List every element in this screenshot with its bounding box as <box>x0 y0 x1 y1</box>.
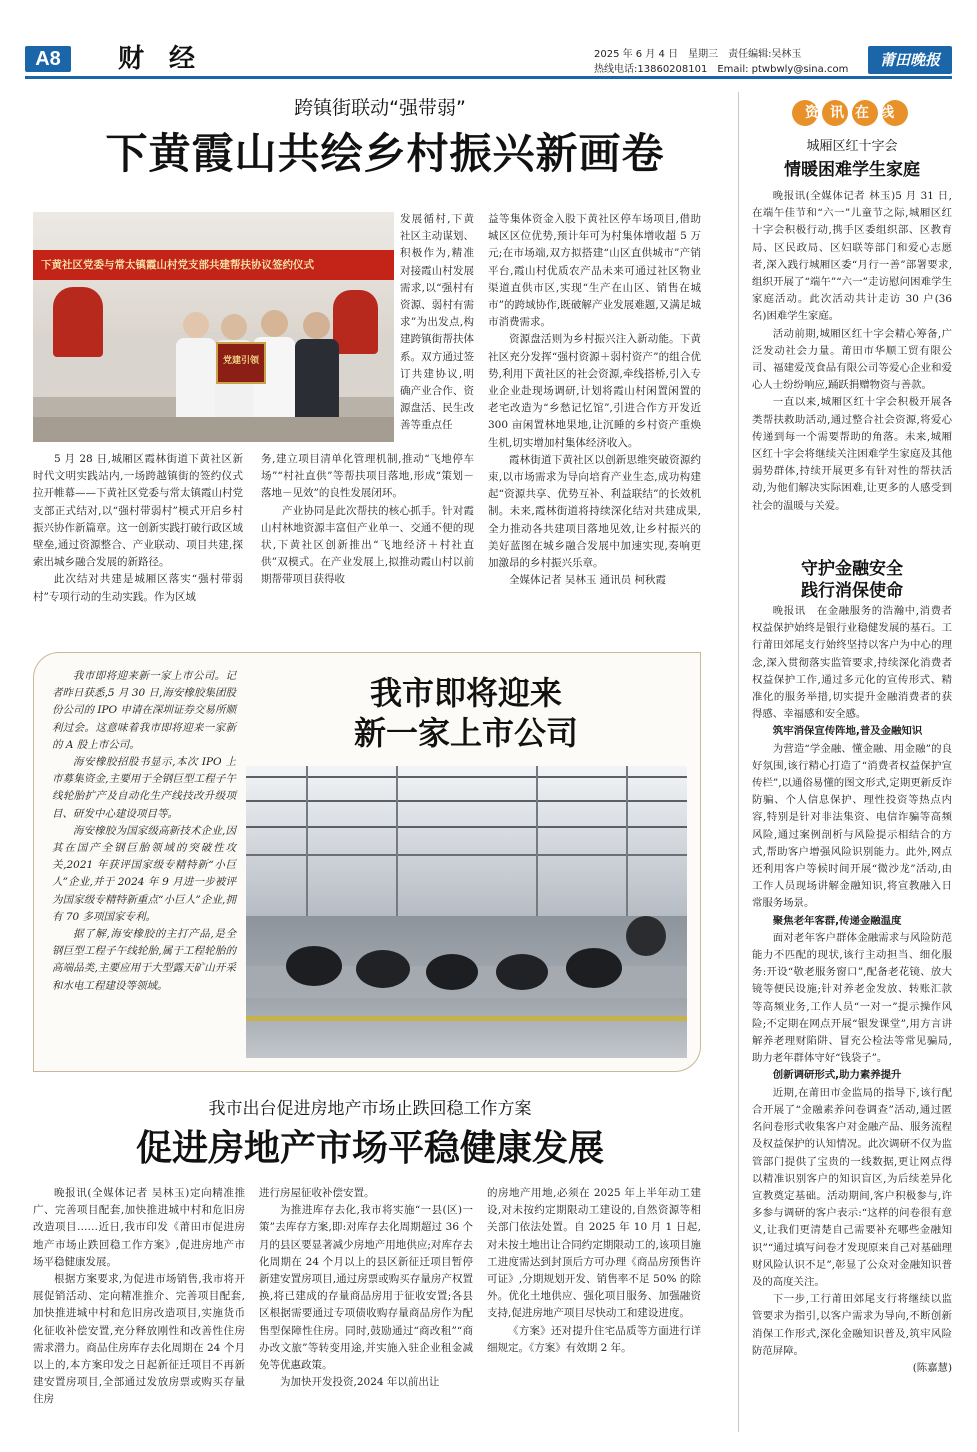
sidebar-item2-title-line1: 守护金融安全 <box>801 559 903 579</box>
sidebar-item2-byline: (陈嘉慧) <box>912 1361 952 1374</box>
ipo-headline-line2: 新一家上市公司 <box>353 714 578 752</box>
sidebar-item1-p2: 活动前期,城厢区红十字会精心筹备,广泛发动社会力量。莆田市华顺工贸有限公司、福建爱茂食品有限公司等爱心企业和爱心人士纷纷响应,踊跃捐赠物资与善款。 <box>752 327 952 392</box>
ipo-p2: 海安橡胶招股书显示,本次 IPO 上市募集资金,主要用于全钢巨型工程子午线轮胎扩产及自动化生产线技改升级项目、研发中心建设项目等。 <box>52 756 236 820</box>
lead-photo <box>33 212 394 442</box>
sidebar-item2-p3: 面对老年客户群体金融需求与风险防范能力不匹配的现状,该行主动担当、细化服务:开设“敬老服务窗口”,配备老花镜、放大镜等便民设施;针对养老金发放、转账汇款等高频业务,工作人员“一对一”提示操作风险;不定期在网点开展“银发课堂”,用方言讲解养老理财陷阱、冒充公检法等常见骗局,助力老年群体守好“钱袋子”。 <box>752 931 952 1065</box>
housing-col3-p1: 的房地产用地,必须在 2025 年上半年动工建设,对未按约定期限动工建设的,自然资源等相关部门依法处置。自 2025 年 10 月 1 日起,对未按土地出让合同约定期限动工的,该项目施工进度需达到封顶后方可办理《商品房预售许可证》,分期规划开发、销售率不足 50% 的除外。优化土地供应、强化项目服务、加强融资支持,促进房地产项目尽快动工和建设进度。 <box>487 1187 701 1320</box>
lead-col1-upper-p1: 发展循村,下黄社区主动谋划、积极作为,精准对接霞山村发展需求,以“强村有资源、弱村有需求”为出发点,构建跨镇街帮扶体系。双方通过签订共建协议,明确产业合作、资源盘活、民生改善等重点任 <box>400 213 474 432</box>
lead-kicker: 跨镇街联动“强带弱” <box>294 97 466 119</box>
sidebar-item2-title-line2: 践行消保使命 <box>801 581 903 601</box>
lead-col1-p2: 此次结对共建是城厢区落实“强村带弱村”专项行动的生动实践。作为区域 <box>33 573 243 603</box>
lead-col1-upper <box>400 211 474 435</box>
photo-plaque-text: 党建引领 <box>222 356 259 366</box>
sidebar-label-text: 资讯在线 <box>805 105 905 121</box>
sidebar-item2-body <box>752 603 952 1377</box>
factory-photo <box>246 766 687 1058</box>
section-title: 财 经 <box>118 44 204 74</box>
ipo-p3: 海安橡胶为国家级高新技术企业,因其在国产全钢巨胎领域的突破性攻关,2021 年获评国家级专精特新“小巨人”企业,并于 2024 年 9 月进一步被评为国家级专精特新重点“小巨人”企业,拥有 70 多项国家专利。 <box>52 824 236 923</box>
housing-col3-p2: 《方案》还对提升住宅品质等方面进行详细规定。《方案》有效期 2 年。 <box>487 1324 701 1354</box>
header-date-line: 2025 年 6 月 4 日 星期三 责任编辑:吴林玉 <box>594 49 802 60</box>
lead-col3 <box>488 211 701 589</box>
housing-col2 <box>259 1185 473 1391</box>
housing-col2-p2: 为推进库存去化,我市将实施“一县(区)一策”去库存方案,即:对库存去化周期超过 36 个月的县区要显著减少房地产用地供应;对库存去化周期在 24 个月以上的县区新征迁项目暂停新建安置房项目,通过房票或购买存量房产权置换,将已建成的存量商品房用于征收安置;各县区根据需要通过专项债收购存量商品房作为配售型保障性住房。同时,鼓励通过“商改租”“商办改文旅”等转变用途,并实施入驻企业租金减免等优惠政策。 <box>259 1204 473 1372</box>
lead-col2-p1: 务,建立项目清单化管理机制,推动“飞地停车场”“村社直供”等帮扶项目落地,形成“策划－落地－见效”的良性发展闭环。 <box>261 453 474 500</box>
sidebar-item2-p4: 近期,在莆田市金监局的指导下,该行配合开展了“金融素养问卷调查”活动,通过匿名问卷形式收集客户对金融产品、服务流程及权益保护的认知情况。此次调研不仅为监管部门提供了宝贵的一线数据,更让网点得以精准识别客户的知识盲区,为后续差异化宣教奠定基础。活动期间,客户积极参与,许多参与调研的客户表示:“这样的问卷很有意义,让我们更清楚自己需要补充哪些金融知识”“通过填写问卷才发现原来自己对基础理财风险认识不足”,彰显了公众对金融知识普及的高度关注。 <box>752 1086 952 1288</box>
lead-col1-lower <box>33 451 243 606</box>
sidebar-item1-title: 情暖困难学生家庭 <box>784 160 920 180</box>
sidebar-item2-p2: 为营造“学金融、懂金融、用金融”的良好氛围,该行精心打造了“消费者权益保护宣传栏”,以通俗易懂的图文形式,定期更新反诈防骗、个人信息保护、理性投资等热点内容,特别是针对非法集资、电信诈骗等高频风险,通过案例剖析与风险提示相结合的方式,帮助客户增强风险识别能力。此外,网点还利用客户等候时间开展“微沙龙”活动,由工作人员现场讲解金融知识,将宣教融入日常服务场景。 <box>752 742 952 910</box>
sidebar-item1-p1: 晚报讯(全媒体记者 林玉)5 月 31 日,在端午佳节和“六一”儿童节之际,城厢区红十字会积极行动,携手区委组织部、区教育局、区民政局、区妇联等部门和爱心志愿者,深入践行城厢区委“月行一善”部署要求,组织开展了“端午”“六一”走访慰问困难学生家庭活动。此次活动共计走访 30 户(36 名)困难学生家庭。 <box>752 190 952 323</box>
sidebar-item2-sub1: 筑牢消保宣传阵地,普及金融知识 <box>772 725 923 738</box>
sidebar-item2-p1: 晚报讯 在金融服务的浩瀚中,消费者权益保护始终是银行业稳健发展的基石。工行莆田郊尾支行始终坚持以客户为中心的理念,深入贯彻落实监管要求,持续深化消费者权益保护工作,通过多元化的宣传形式、精准化的服务举措,切实提升金融消费者的获得感、幸福感和安全感。 <box>752 605 952 721</box>
sidebar-item1-body <box>752 188 952 515</box>
housing-col1 <box>33 1185 245 1409</box>
housing-col2-p3: 为加快开发投资,2024 年以前出让 <box>280 1376 440 1389</box>
sidebar-item2-p5: 下一步,工行莆田郊尾支行将继续以监管要求为指引,以客户需求为导向,不断创新消保工作形式,深化金融知识普及,筑牢风险防范屏障。 <box>752 1293 952 1357</box>
header-rule <box>25 76 952 79</box>
lead-col3-p3: 霞林街道下黄社区以创新思维突破资源约束,以市场需求为导向培育产业生态,成功构建起“资源共享、优势互补、利益联结”的长效机制。未来,霞林街道将持续深化结对共建成果,全力推动各共建项目落地见效,让乡村振兴的美好蓝图在城乡融合发展中加速实现,奏响更加激昂的乡村振兴乐章。 <box>488 453 701 570</box>
header-phone-line: 热线电话:13860208101 Email: ptwbwly@sina.com <box>594 64 849 75</box>
photo-banner-text: 下黄社区党委与常太镇霞山村党支部共建帮扶协议签约仪式 <box>41 259 314 271</box>
housing-col2-p1: 进行房屋征收补偿安置。 <box>259 1187 375 1199</box>
ipo-headline-line1: 我市即将迎来 <box>369 674 562 712</box>
lead-headline: 下黄霞山共绘乡村振兴新画卷 <box>105 129 665 178</box>
ipo-p4: 据了解,海安橡胶的主打产品,是全钢巨型工程子午线轮胎,属于工程轮胎的高端品类,主要应用于大型露天矿山开采和水电工程建设等领域。 <box>52 928 236 992</box>
lead-col2-p2: 产业协同是此次帮扶的核心抓手。针对霞山村林地资源丰富但产业单一、交通不便的现状,下黄社区创新推出“飞地经济＋村社直供”双模式。在产业发展上,拟推动霞山村以前期帮带项目获得收 <box>261 504 474 586</box>
housing-col3 <box>487 1185 701 1357</box>
housing-col1-p2: 根据方案要求,为促进市场销售,我市将开展促销活动、定向精准推介、完善项目配套,加快推进城中村和危旧房改造项目,实施货币化征收补偿安置,充分释放刚性和改善性住房需求潜力。商品住房库存去化周期在 24 个月以上的,本方案印发之日起新征迁项目不再新建安置房项目,全部通过发放房票或购买存量住房 <box>33 1273 245 1406</box>
housing-col1-p1: 晚报讯(全媒体记者 吴林玉)定向精准推广、完善项目配套,加快推进城中村和危旧房改造项目……近日,我市印发《莆田市促进房地产市场止跌回稳工作方案》,促进房地产市场平稳健康发展。 <box>33 1187 245 1268</box>
sidebar-item2-sub2: 聚焦老年客群,传递金融温度 <box>772 914 902 927</box>
housing-kicker: 我市出台促进房地产市场止跌回稳工作方案 <box>208 1099 532 1119</box>
newspaper-logo-text: 莆田晚报 <box>879 51 940 69</box>
ipo-text <box>52 668 236 995</box>
sidebar-item1-kicker: 城厢区红十字会 <box>806 139 898 154</box>
lead-col3-p2: 资源盘活则为乡村振兴注入新动能。下黄社区充分发挥“强村资源＋弱村资产”的组合优势,利用下黄社区的社会资源,牵线搭桥,引入专业企业赴现场调研,计划将霞山村闲置闲置的老宅改造为“乡愁记忆馆”,引进合作方开发近 300 亩闲置林地果地,让沉睡的乡村资产重焕生机,切实增加村集体经济收入。 <box>488 333 701 449</box>
ipo-p1: 我市即将迎来新一家上市公司。记者昨日获悉,5 月 30 日,海安橡胶集团股份公司的 IPO 申请在深圳证券交易所顺利过会。这意味着我市即将迎来一家新的 A 股上市公司。 <box>52 670 236 751</box>
sidebar-divider <box>738 92 739 1432</box>
lead-col2-lower <box>261 451 474 589</box>
housing-headline: 促进房地产市场平稳健康发展 <box>135 1128 604 1169</box>
lead-col3-p1: 益等集体资金入股下黄社区停车场项目,借助城区区位优势,预计年可为村集体增收超 5 万元;在市场端,双方拟搭建“山区直供城市”产销平台,霞山村优质农产品未来可通过社区物业渠道直供市区,实现“生产在山区、销售在城市”的跨域协作,既破解产业发展难题,又满足城市消费需求。 <box>488 213 701 329</box>
page-number: A8 <box>35 48 61 70</box>
lead-byline: 全媒体记者 吴林玉 通讯员 柯秋霞 <box>509 574 667 587</box>
lead-col1-p1: 5 月 28 日,城厢区霞林街道下黄社区新时代文明实践站内,一场跨越镇街的签约仪式拉开帷幕——下黄社区党委与常太镇霞山村党支部正式结对,以“强村带弱村”模式开启乡村振兴协作新篇章。这一创新实践打破行政区域壁垒,通过资源整合、产业联动、项目共建,探索出城乡融合发展的新路径。 <box>33 453 243 569</box>
sidebar-item1-p3: 一直以来,城厢区红十字会积极开展各类帮扶救助活动,通过整合社会资源,将爱心传递到每一个需要帮助的角落。未来,城厢区红十字会将继续关注困难学生家庭及其他弱势群体,持续开展更多有针对性的帮扶活动,为他们解决实际困难,让更多的人感受到社会的温暖与关爱。 <box>752 396 952 512</box>
sidebar-item2-sub3: 创新调研形式,助力素养提升 <box>772 1069 902 1082</box>
